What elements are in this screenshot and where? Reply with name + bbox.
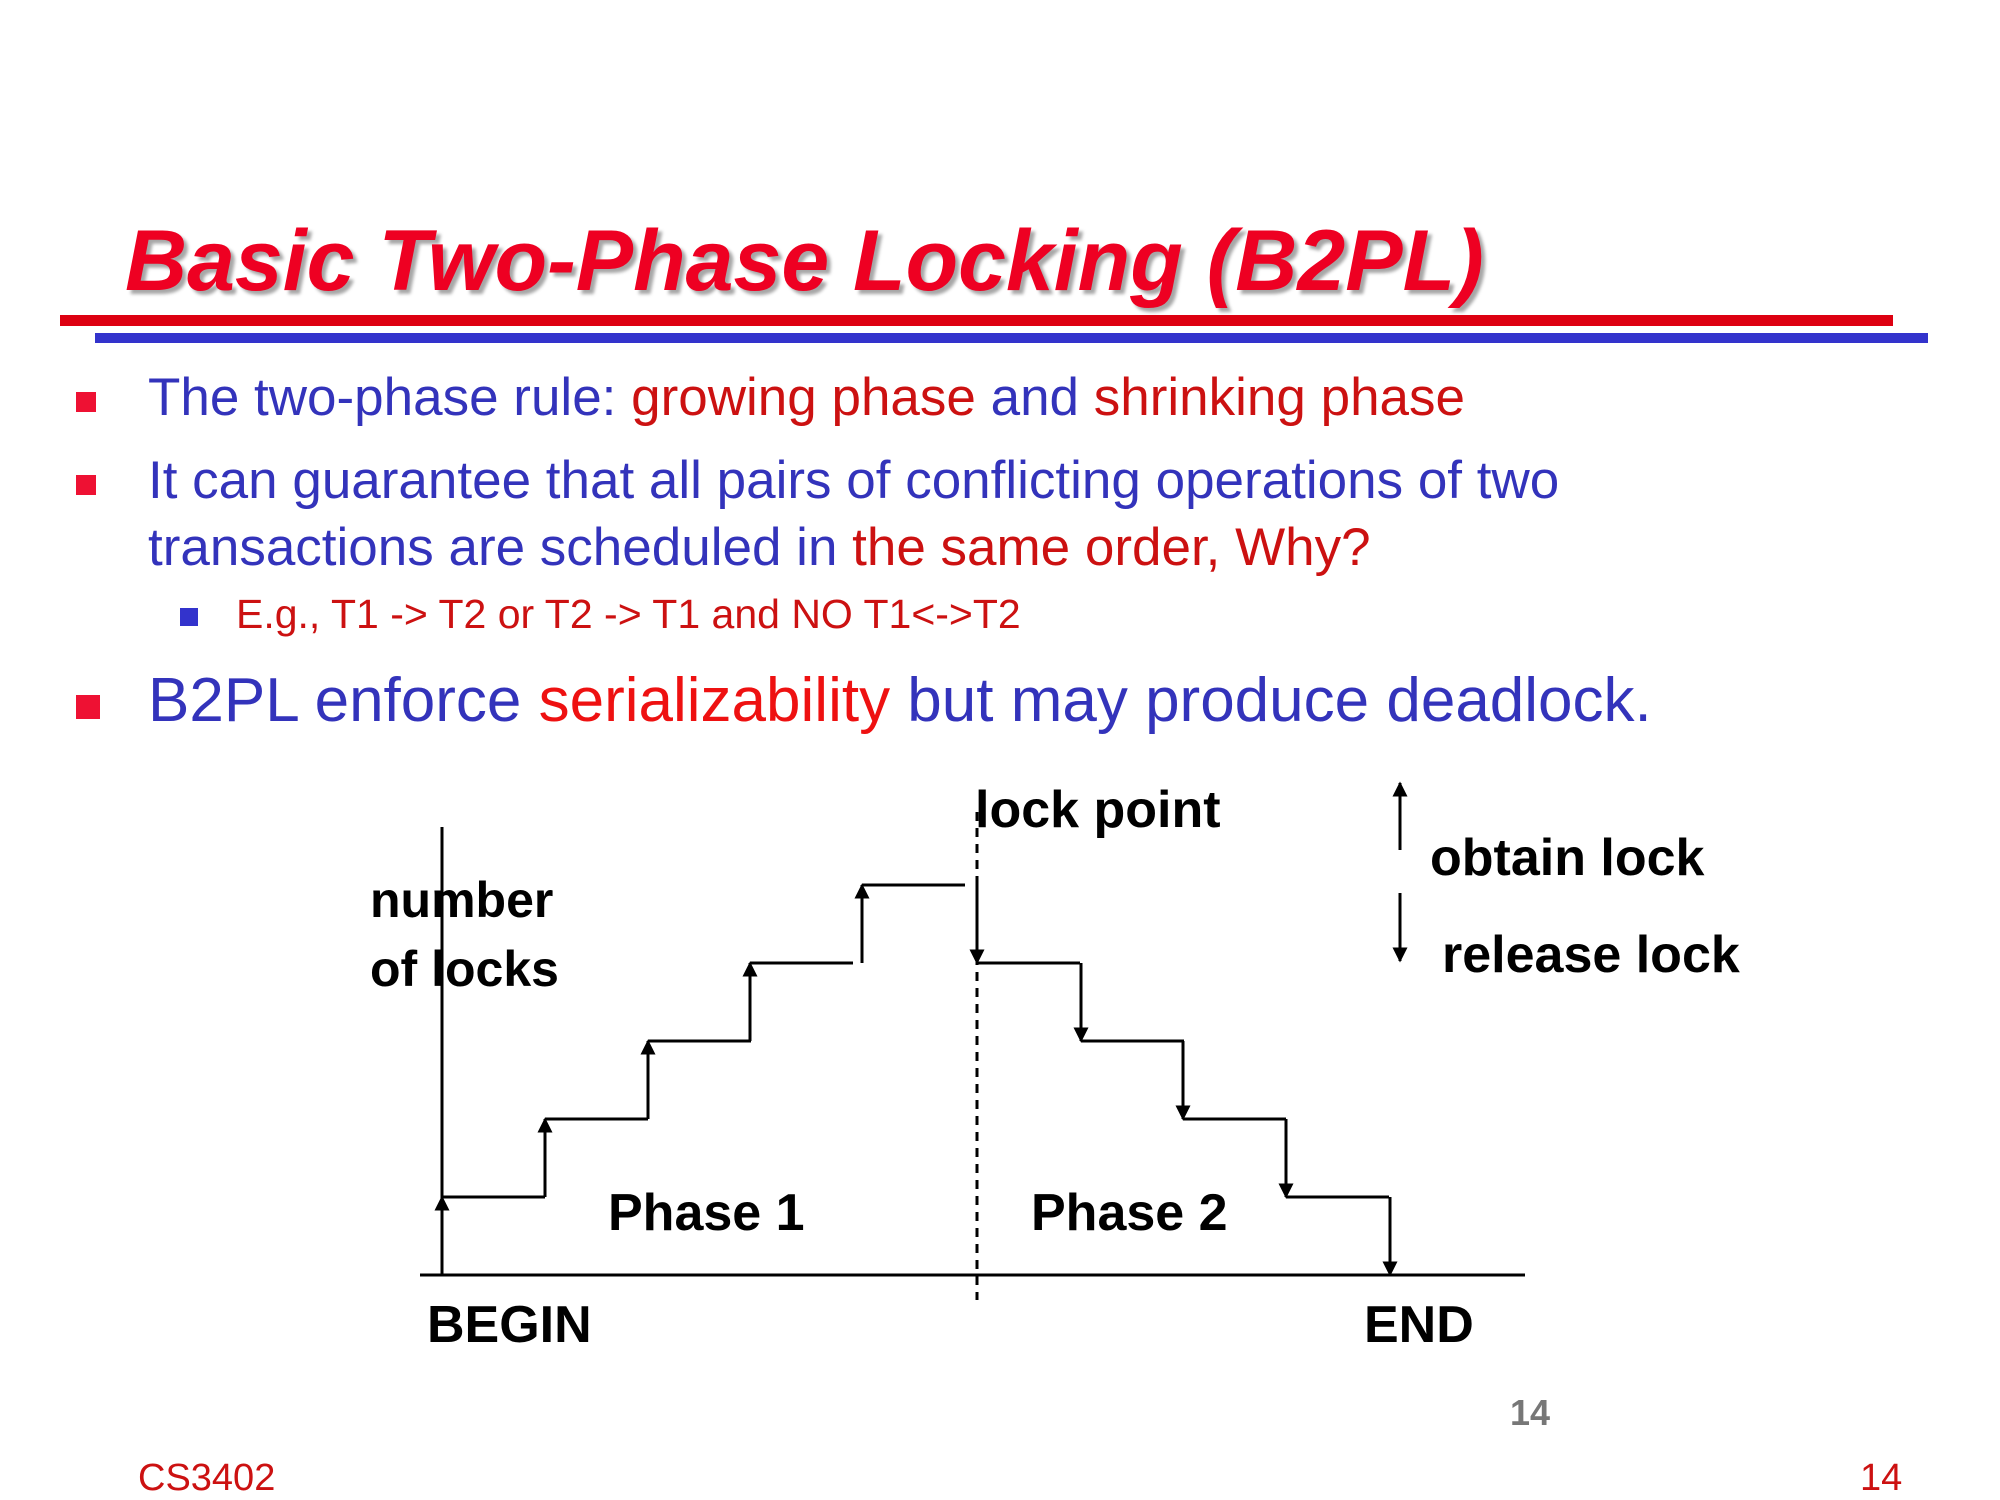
same-order-text: the same order, Why? (852, 518, 1371, 577)
bullet-text: but may produce deadlock. (890, 666, 1652, 735)
bullet-text: transactions are scheduled in (148, 518, 853, 577)
lock-staircase (442, 885, 1390, 1275)
obtain-lock-label: obtain lock (1430, 829, 1705, 887)
bullet-text: The two-phase rule: (148, 368, 632, 427)
growing-phase-text: growing phase (631, 368, 976, 427)
release-lock-label: release lock (1442, 926, 1740, 984)
bullet-guarantee-line1: It can guarantee that all pairs of conflicting operations of two (148, 451, 1560, 510)
end-label: END (1364, 1296, 1474, 1354)
footer-page-number: 14 (1860, 1457, 1903, 1499)
bullet-text: and (975, 368, 1094, 427)
phase2-label: Phase 2 (1031, 1184, 1228, 1242)
sub-bullet-example: E.g., T1 -> T2 or T2 -> T1 and NO T1<->T2 (236, 591, 1021, 637)
y-axis-label-line1: number (370, 872, 554, 928)
bullet-text: B2PL enforce (148, 666, 539, 735)
shrinking-phase-text: shrinking phase (1093, 368, 1465, 427)
begin-label: BEGIN (427, 1296, 592, 1354)
phase1-label: Phase 1 (608, 1184, 805, 1242)
lock-point-label: lock point (975, 781, 1221, 839)
y-axis-label-line2: of locks (370, 941, 559, 997)
serializability-text: serializability (538, 666, 891, 735)
slide-title: Basic Two-Phase Locking (B2PL) (125, 213, 1484, 309)
page-number-gray: 14 (1510, 1392, 1551, 1433)
footer-course: CS3402 (138, 1457, 276, 1499)
